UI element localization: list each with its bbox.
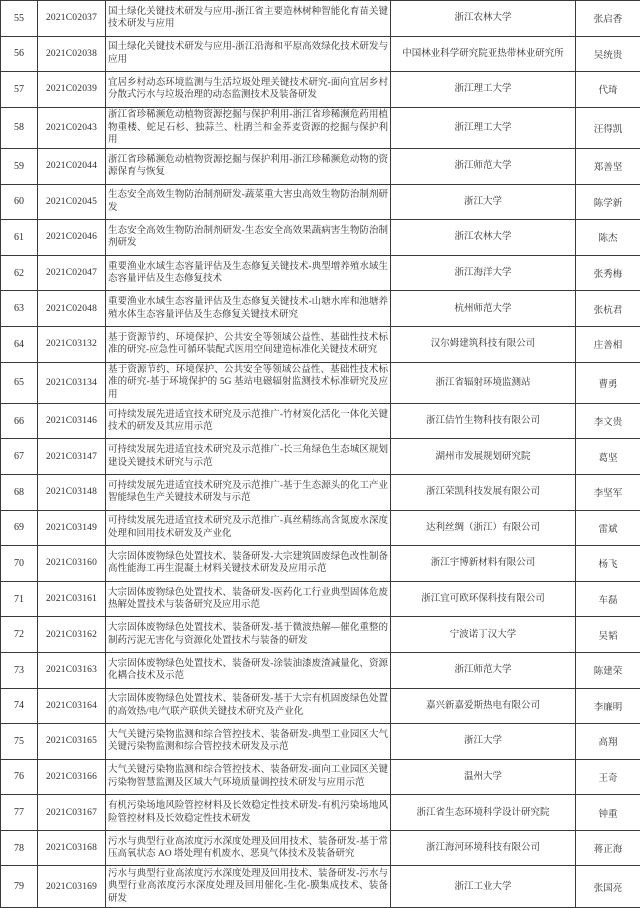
cell-code: 2021C02037	[38, 1, 106, 37]
table-row	[1, 795, 640, 831]
cell-leader: 钟重	[576, 795, 640, 831]
cell-code: 2021C02047	[38, 255, 106, 291]
cell-title: 大宗固体废物绿色处置技术、装备研发-医药化工行业典型固体危废热解处置技术与装备研究及应用示范	[106, 581, 391, 617]
cell-code: 2021C03169	[38, 866, 106, 908]
cell-leader: 汪得凯	[576, 107, 640, 148]
table-row	[1, 724, 640, 760]
cell-org: 温州大学	[391, 759, 576, 795]
cell-index: 79	[1, 866, 38, 908]
cell-code: 2021C03164	[38, 688, 106, 724]
cell-title: 可持续发展先进适宜技术研究及示范推广-长三角绿色生态城区规划建设关键技术研究与示范	[106, 439, 391, 475]
table-row	[1, 403, 640, 439]
cell-leader: 陈学新	[576, 184, 640, 220]
cell-org: 浙江师范大学	[391, 652, 576, 688]
cell-title: 浙江省珍稀濒危动植物资源挖掘与保护利用-浙江省珍稀濒危药用植物重楼、蛇足石杉、独蒜兰、杜鹃兰和金荞麦资源的挖掘与保护利用	[106, 107, 391, 148]
cell-code: 2021C02038	[38, 36, 106, 72]
cell-org: 浙江省生态环境科学设计研究院	[391, 795, 576, 831]
cell-org: 浙江大学	[391, 724, 576, 760]
cell-index: 61	[1, 220, 38, 256]
table-row	[1, 291, 640, 327]
cell-org: 浙江工业大学	[391, 866, 576, 908]
cell-leader: 李廉明	[576, 688, 640, 724]
cell-code: 2021C03134	[38, 362, 106, 403]
cell-code: 2021C03132	[38, 326, 106, 362]
cell-org: 浙江理工大学	[391, 107, 576, 148]
cell-org: 浙江省辐射环境监测站	[391, 362, 576, 403]
cell-leader: 高翔	[576, 724, 640, 760]
cell-org: 浙江佶竹生物科技有限公司	[391, 403, 576, 439]
cell-code: 2021C03162	[38, 617, 106, 653]
cell-code: 2021C03146	[38, 403, 106, 439]
table-row	[1, 326, 640, 362]
table-row	[1, 107, 640, 148]
cell-code: 2021C02043	[38, 107, 106, 148]
cell-leader: 代琦	[576, 72, 640, 108]
table-row	[1, 72, 640, 108]
table-row	[1, 255, 640, 291]
cell-title: 生态安全高效生物防治制剂研发-生态安全高效果蔬病害生物防治制剂研发	[106, 220, 391, 256]
cell-code: 2021C02045	[38, 184, 106, 220]
cell-leader: 郑善坚	[576, 148, 640, 184]
cell-leader: 陈建荣	[576, 652, 640, 688]
cell-title: 可持续发展先进适宜技术研究及示范推广-基于生态源头的化工产业智能绿色生产关键技术研发与示范	[106, 474, 391, 510]
cell-org: 浙江农林大学	[391, 1, 576, 37]
table-row	[1, 759, 640, 795]
cell-leader: 蒋正海	[576, 830, 640, 866]
cell-index: 74	[1, 688, 38, 724]
cell-index: 58	[1, 107, 38, 148]
cell-index: 77	[1, 795, 38, 831]
cell-index: 73	[1, 652, 38, 688]
cell-org: 中国林业科学研究院亚热带林业研究所	[391, 36, 576, 72]
cell-index: 60	[1, 184, 38, 220]
cell-index: 62	[1, 255, 38, 291]
cell-org: 浙江海河环境科技有限公司	[391, 830, 576, 866]
cell-index: 72	[1, 617, 38, 653]
table-row	[1, 581, 640, 617]
cell-org: 浙江宇博新材料有限公司	[391, 546, 576, 582]
cell-title: 基于资源节约、环境保护、公共安全等领域公益性、基础性技术标准的研究-基于环境保护的 5G 基站电磁辐射监测技术标准研究及应用	[106, 362, 391, 403]
cell-leader: 李坚军	[576, 474, 640, 510]
table-row	[1, 184, 640, 220]
cell-index: 68	[1, 474, 38, 510]
cell-code: 2021C03167	[38, 795, 106, 831]
cell-leader: 雷斌	[576, 510, 640, 546]
cell-code: 2021C02048	[38, 291, 106, 327]
cell-index: 75	[1, 724, 38, 760]
cell-leader: 张秀梅	[576, 255, 640, 291]
cell-code: 2021C03168	[38, 830, 106, 866]
cell-index: 76	[1, 759, 38, 795]
cell-title: 大宗固体废物绿色处置技术、装备研发-涂装油漆废渣减量化、资源化耦合技术及示范	[106, 652, 391, 688]
table-row	[1, 688, 640, 724]
table-row	[1, 617, 640, 653]
cell-org: 浙江理工大学	[391, 72, 576, 108]
table-row	[1, 510, 640, 546]
cell-code: 2021C02039	[38, 72, 106, 108]
project-table-body	[1, 1, 640, 908]
cell-leader: 张杭君	[576, 291, 640, 327]
cell-org: 杭州师范大学	[391, 291, 576, 327]
cell-org: 浙江大学	[391, 184, 576, 220]
cell-leader: 李文贵	[576, 403, 640, 439]
cell-title: 宜居乡村动态环境监测与生活垃圾处理关键技术研究-面向宜居乡村分散式污水与垃圾治理的动态监测技术及装备研发	[106, 72, 391, 108]
cell-title: 可持续发展先进适宜技术研究及示范推广-真丝精练高含氮废水深度处理和回用技术研发及产业化	[106, 510, 391, 546]
cell-index: 59	[1, 148, 38, 184]
cell-leader: 杨飞	[576, 546, 640, 582]
cell-code: 2021C02044	[38, 148, 106, 184]
cell-index: 78	[1, 830, 38, 866]
cell-org: 浙江宜可欧环保科技有限公司	[391, 581, 576, 617]
cell-code: 2021C02046	[38, 220, 106, 256]
table-row	[1, 474, 640, 510]
cell-code: 2021C03149	[38, 510, 106, 546]
table-row	[1, 1, 640, 37]
cell-org: 嘉兴新嘉爱斯热电有限公司	[391, 688, 576, 724]
table-row	[1, 439, 640, 475]
table-row	[1, 546, 640, 582]
cell-code: 2021C03148	[38, 474, 106, 510]
cell-org: 湖州市发展规划研究院	[391, 439, 576, 475]
cell-leader: 张启香	[576, 1, 640, 37]
cell-title: 国土绿化关键技术研发与应用-浙江省主要造林树种智能化育苗关键技术研发与应用	[106, 1, 391, 37]
cell-title: 大气关键污染物监测和综合管控技术、装备研发-典型工业园区大气关键污染物监测和综合管控技术研发及示范	[106, 724, 391, 760]
cell-index: 63	[1, 291, 38, 327]
table-row	[1, 36, 640, 72]
cell-title: 有机污染场地风险管控材料及长效稳定性技术研发-有机污染场地风险管控材料及长效稳定性技术研发	[106, 795, 391, 831]
cell-index: 67	[1, 439, 38, 475]
cell-code: 2021C03166	[38, 759, 106, 795]
cell-org: 浙江师范大学	[391, 148, 576, 184]
table-row	[1, 220, 640, 256]
cell-code: 2021C03147	[38, 439, 106, 475]
cell-code: 2021C03165	[38, 724, 106, 760]
cell-title: 大宗固体废物绿色处置技术、装备研发-基于大宗有机固废绿色处置的高效热/电/气联产联供关键技术研究及产业化	[106, 688, 391, 724]
cell-title: 大宗固体废物绿色处置技术、装备研发-基于微波热解—催化重整的制药污泥无害化与资源化处置技术与装备的研发	[106, 617, 391, 653]
cell-leader: 吴韬	[576, 617, 640, 653]
cell-org: 浙江荣凯科技发展有限公司	[391, 474, 576, 510]
cell-index: 71	[1, 581, 38, 617]
cell-title: 污水与典型行业高浓度污水深度处理及回用技术、装备研发-污水与典型行业高浓度污水深度处理及回用催化-生化-膜集成技术、装备研发	[106, 866, 391, 908]
cell-leader: 张国亮	[576, 866, 640, 908]
cell-title: 大气关键污染物监测和综合管控技术、装备研发-面向工业园区关键污染物智慧监测及区域大气环境质量调控技术研发与应用示范	[106, 759, 391, 795]
cell-index: 64	[1, 326, 38, 362]
table-row	[1, 830, 640, 866]
cell-org: 浙江海洋大学	[391, 255, 576, 291]
cell-index: 66	[1, 403, 38, 439]
cell-code: 2021C03160	[38, 546, 106, 582]
table-row	[1, 652, 640, 688]
cell-index: 55	[1, 1, 38, 37]
cell-leader: 庄善相	[576, 326, 640, 362]
cell-code: 2021C03163	[38, 652, 106, 688]
table-row	[1, 866, 640, 908]
cell-title: 浙江省珍稀濒危动植物资源挖掘与保护利用-浙江珍稀濒危动物的资源保育与恢复	[106, 148, 391, 184]
cell-index: 56	[1, 36, 38, 72]
cell-leader: 葛坚	[576, 439, 640, 475]
cell-title: 国土绿化关键技术研发与应用-浙江沿海和平原高效绿化技术研发与应用	[106, 36, 391, 72]
cell-index: 57	[1, 72, 38, 108]
cell-index: 65	[1, 362, 38, 403]
cell-org: 达利丝绸（浙江）有限公司	[391, 510, 576, 546]
cell-code: 2021C03161	[38, 581, 106, 617]
cell-title: 生态安全高效生物防治制剂研发-蔬菜重大害虫高效生物防治制剂研发	[106, 184, 391, 220]
cell-org: 汉尔姆建筑科技有限公司	[391, 326, 576, 362]
cell-title: 可持续发展先进适宜技术研究及示范推广-竹材炭化活化一体化关键技术的研发及其应用示范	[106, 403, 391, 439]
cell-leader: 王奇	[576, 759, 640, 795]
cell-title: 重要渔业水域生态容量评估及生态修复关键技术-山塘水库和池塘养殖水体生态容量评估及生态修复关键技术研究	[106, 291, 391, 327]
table-row	[1, 362, 640, 403]
cell-leader: 陈杰	[576, 220, 640, 256]
cell-title: 大宗固体废物绿色处置技术、装备研发-大宗建筑固废绿色改性制备高性能海工再生混凝土材料关键技术研发及应用示范	[106, 546, 391, 582]
cell-leader: 曹勇	[576, 362, 640, 403]
cell-org: 宁波诺丁汉大学	[391, 617, 576, 653]
cell-leader: 车磊	[576, 581, 640, 617]
cell-title: 污水与典型行业高浓度污水深度处理及回用技术、装备研发-基于常压高氧状态 AO 塔处理有机废水、恶臭气体技术及装备研究	[106, 830, 391, 866]
cell-title: 重要渔业水域生态容量评估及生态修复关键技术-典型增养殖水域生态容量评估及生态修复技术	[106, 255, 391, 291]
table-row	[1, 148, 640, 184]
cell-index: 70	[1, 546, 38, 582]
cell-leader: 吴统贵	[576, 36, 640, 72]
cell-org: 浙江农林大学	[391, 220, 576, 256]
cell-index: 69	[1, 510, 38, 546]
cell-title: 基于资源节约、环境保护、公共安全等领域公益性、基础性技术标准的研究-应急性可循环装配式医用空间建造标准化关键技术研究	[106, 326, 391, 362]
